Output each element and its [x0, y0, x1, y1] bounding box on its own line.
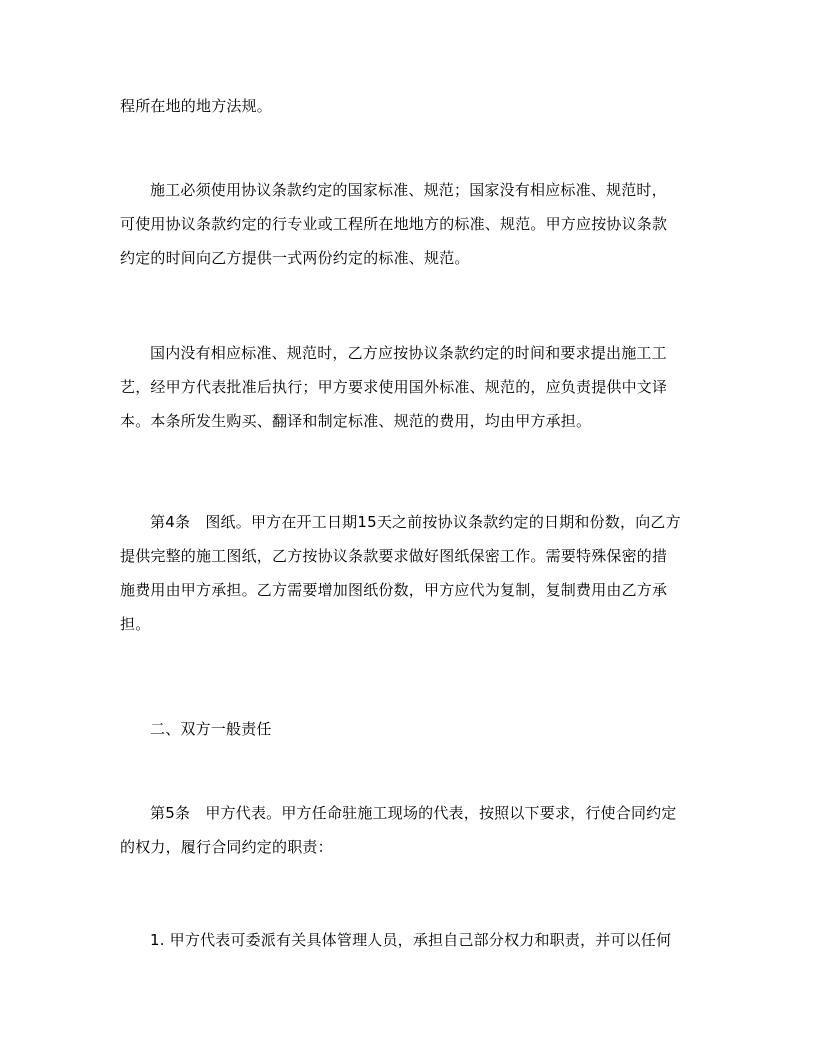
paragraph-line: 第5条 甲方代表。甲方任命驻施工现场的代表，按照以下要求，行使合同约定	[150, 804, 677, 822]
paragraph-line: 约定的时间向乙方提供一式两份约定的标准、规范。	[120, 249, 470, 267]
paragraph-line: 的权力，履行合同约定的职责：	[120, 838, 333, 856]
paragraph-line: 艺，经甲方代表批准后执行；甲方要求使用国外标准、规范的，应负责提供中文译	[120, 378, 668, 396]
paragraph-line: 担。	[120, 615, 151, 633]
paragraph-line: 程所在地的地方法规。	[120, 97, 273, 115]
paragraph-line: 第4条 图纸。甲方在开工日期15天之前按协议条款约定的日期和份数，向乙方	[150, 513, 681, 531]
paragraph-article-5-representative	[120, 796, 700, 864]
section-heading-text: 二、双方一般责任	[150, 720, 272, 738]
paragraph-line: 提供完整的施工图纸，乙方按协议条款要求做好图纸保密工作。需要特殊保密的措	[120, 547, 668, 565]
list-item-1	[120, 923, 700, 957]
paragraph-foreign-standards	[120, 336, 700, 438]
paragraph-line: 本。本条所发生购买、翻译和制定标准、规范的费用，均由甲方承担。	[120, 412, 592, 430]
paragraph-standards	[120, 173, 700, 275]
paragraph-article-4-drawings	[120, 505, 700, 641]
section-heading-general-responsibilities	[120, 712, 700, 746]
paragraph-line: 国内没有相应标准、规范时，乙方应按协议条款约定的时间和要求提出施工工	[150, 344, 667, 362]
paragraph-line: 可使用协议条款约定的行专业或工程所在地地方的标准、规范。甲方应按协议条款	[120, 215, 668, 233]
paragraph-line: 施工必须使用协议条款约定的国家标准、规范；国家没有相应标准、规范时，	[150, 181, 667, 199]
list-item-text: 1. 甲方代表可委派有关具体管理人员，承担自己部分权力和职责，并可以任何	[150, 931, 672, 949]
paragraph-regulations-tail	[120, 89, 700, 123]
paragraph-line: 施费用由甲方承担。乙方需要增加图纸份数，甲方应代为复制，复制费用由乙方承	[120, 581, 668, 599]
